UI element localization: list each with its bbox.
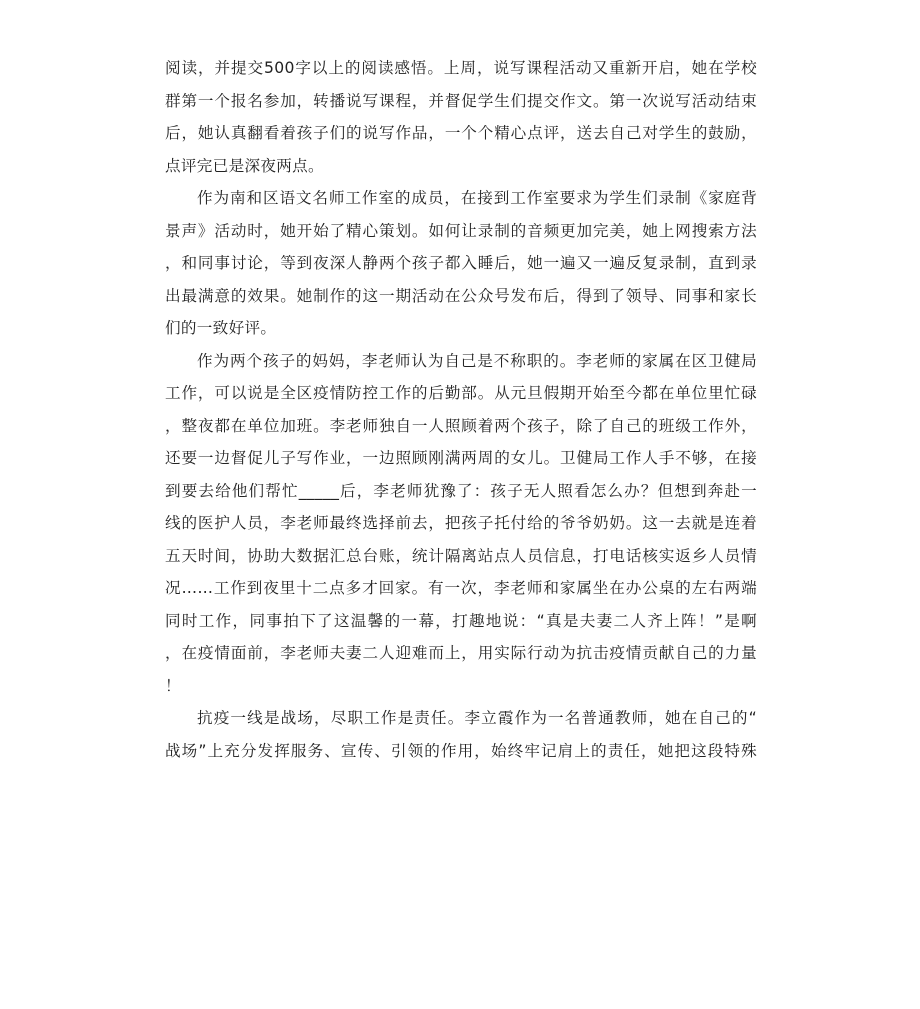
paragraph-first-line: 抗疫一线是战场，尽职工作是责任。李立霞作为一名普通教师，她在自己的“ [197,709,757,727]
paragraph-first-line: 作为南和区语文名师工作室的成员，在接到工作室要求为学生们录制《家庭背 [197,189,757,207]
text-line: ！ [165,676,181,695]
text-line: 们的一致好评。 [165,319,277,337]
text-line: 后，她认真翻看着孩子们的说写作品，一个个精心点评，送去自己对学生的鼓励， [165,124,757,142]
text-line: 到要去给他们帮忙_____后，李老师犹豫了：孩子无人照看怎么办？但想到奔赴一 [165,481,757,500]
text-line: 线的医护人员，李老师最终选择前去，把孩子托付给的爷爷奶奶。这一去就是连着 [165,514,757,532]
text-line: 出最满意的效果。她制作的这一期活动在公众号发布后，得到了领导、同事和家长 [165,286,757,305]
text-line: 战场”上充分发挥服务、宣传、引领的作用，始终牢记肩上的责任，她把这段特殊 [165,741,757,760]
text-line: 五天时间，协助大数据汇总台账，统计隔离站点人员信息，打电话核实返乡人员情 [165,546,757,565]
text-line: 还要一边督促儿子写作业，一边照顾刚满两周的女儿。卫健局工作人手不够，在接 [165,449,757,467]
text-line: ，整夜都在单位加班。李老师独自一人照顾着两个孩子，除了自己的班级工作外， [165,416,757,435]
text-line: 点评完已是深夜两点。 [165,156,324,175]
paragraph-first-line: 作为两个孩子的妈妈，李老师认为自己是不称职的。李老师的家属在区卫健局 [197,351,757,370]
document-body [165,52,757,767]
text-line: 群第一个报名参加，转播说写课程，并督促学生们提交作文。第一次说写活动结束 [165,91,757,110]
text-line: ，和同事讨论，等到夜深人静两个孩子都入睡后，她一遍又一遍反复录制，直到录 [165,254,757,272]
text-line: 同时工作，同事拍下了这温馨的一幕，打趣地说：“真是夫妻二人齐上阵！”是啊 [165,611,757,630]
text-line: 工作，可以说是全区疫情防控工作的后勤部。从元旦假期开始至今都在单位里忙碌 [165,384,757,402]
text-line: 阅读，并提交500字以上的阅读感悟。上周，说写课程活动又重新开启，她在学校 [165,59,757,77]
text-line: 景声》活动时，她开始了精心策划。如何让录制的音频更加完美，她上网搜索方法 [165,221,757,240]
text-line: 况……工作到夜里十二点多才回家。有一次，李老师和家属坐在办公桌的左右两端 [165,579,757,597]
text-line: ，在疫情面前，李老师夫妻二人迎难而上，用实际行动为抗击疫情贡献自己的力量 [165,644,757,662]
